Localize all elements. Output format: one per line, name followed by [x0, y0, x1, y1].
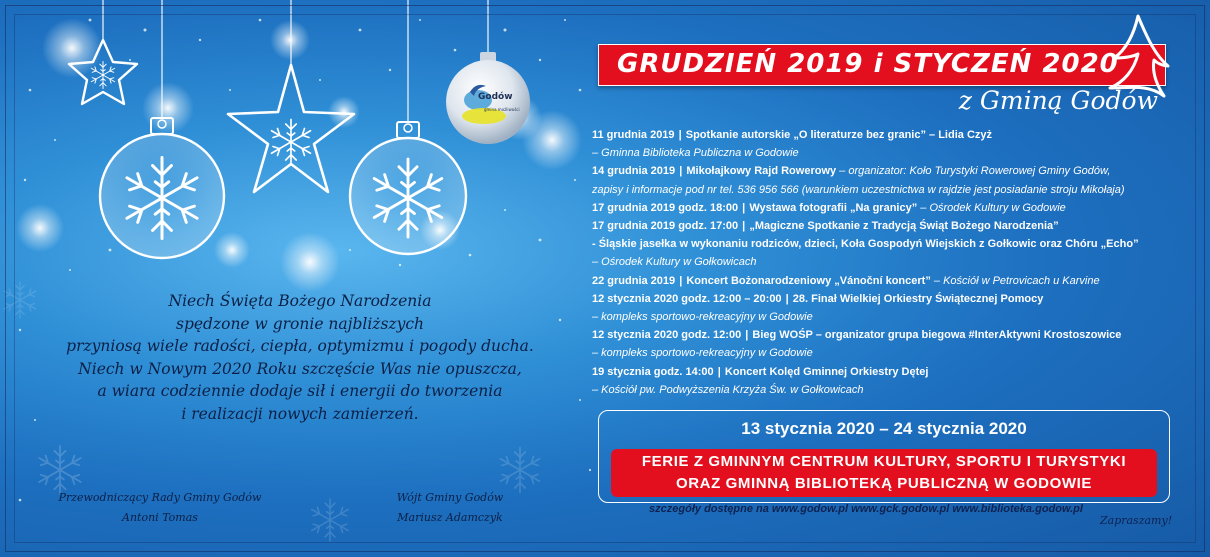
ferie-line-2: ORAZ GMINNĄ BIBLIOTEKĄ PUBLICZNĄ W GODOWIE: [675, 475, 1092, 492]
logo-name: Godów: [478, 92, 513, 102]
event-line: [592, 381, 1202, 399]
event-line: [592, 235, 1202, 253]
event-title: Spotkanie autorskie „O literaturze bez granic” – Lidia Czyż: [685, 129, 992, 141]
event-line: 17 grudnia 2019 godz. 17:00 | „Magiczne Spotkanie z Tradycją Świąt Bożego Narodzenia”: [592, 220, 1059, 233]
event-title: - Śląskie jasełka w wykonaniu rodziców, dzieci, Koła Gospodyń Wiejskich z Gołkowic oraz Chóru „Echo”: [592, 238, 1139, 251]
event-info: – Ośrodek Kultury w Gołkowicach: [592, 256, 757, 269]
ferie-banner: [611, 449, 1157, 497]
ferie-dates: 13 stycznia 2020 – 24 stycznia 2020: [741, 419, 1027, 438]
signature-right-role: Wójt Gminy Godów: [396, 491, 504, 504]
event-line: [592, 344, 1202, 362]
event-line: 14 grudnia 2019 | Mikołajkowy Rajd Rowerowy – organizator: Koło Turystyki Rowerowej Gminy Godów,: [592, 165, 1111, 178]
closing-text: Zapraszamy!: [1100, 514, 1173, 527]
signature-left-name: Antoni Tomas: [122, 511, 198, 524]
event-info: – Gminna Biblioteka Publiczna w Godowie: [592, 147, 799, 160]
greeting-line: a wiara codziennie dodaje sił i energii do tworzenia: [97, 382, 503, 400]
header-title: GRUDZIEŃ 2019 i STYCZEŃ 2020: [617, 49, 1119, 79]
event-date: 19 stycznia godz. 14:00: [592, 365, 714, 378]
event-title: Koncert Kolęd Gminnej Orkiestry Dętej: [724, 365, 929, 378]
event-title: Wystawa fotografii „Na granicy”: [749, 201, 918, 214]
event-info: – organizator: Koło Turystyki Rowerowej Gminy Godów,: [836, 165, 1111, 178]
event-info: – Ośrodek Kultury w Godowie: [917, 201, 1066, 214]
event-title: 28. Finał Wielkiej Orkiestry Świątecznej Pomocy: [792, 292, 1044, 305]
event-info: – Kościół w Petrovicach u Karvine: [930, 274, 1100, 287]
event-date: 12 stycznia 2020 godz. 12:00: [592, 329, 742, 342]
greeting-line: spędzone w gronie najbliższych: [175, 314, 425, 333]
greeting-line: Niech w Nowym 2020 Roku szczęście Was nie opuszcza,: [78, 359, 522, 378]
event-title: Koncert Bożonarodzeniowy „Vánoční koncert”: [686, 274, 931, 287]
header-banner: [598, 44, 1166, 86]
signature-left-role: Przewodniczący Rady Gminy Godów: [58, 491, 262, 504]
header-subtitle: z Gminą Godów: [958, 86, 1158, 115]
event-line: [592, 253, 1202, 271]
signature-right-name: Mariusz Adamczyk: [397, 511, 503, 524]
logo-tagline: gmina możliwości: [484, 107, 520, 112]
greeting-line: Niech Święta Bożego Narodzenia: [168, 292, 432, 310]
event-date: 11 grudnia 2019: [592, 129, 675, 141]
event-line: 19 stycznia godz. 14:00 | Koncert Kolęd Gminnej Orkiestry Dętej: [592, 365, 929, 378]
event-line: 22 grudnia 2019 | Koncert Bożonarodzeniowy „Vánoční koncert” – Kościół w Petrovicach u Karvine: [592, 274, 1100, 287]
event-title: Bieg WOŚP – organizator grupa biegowa #InterAktywni Krostoszowice: [752, 329, 1122, 342]
event-line: 12 stycznia 2020 godz. 12:00 | Bieg WOŚP – organizator grupa biegowa #InterAktywni Krostoszowice: [592, 329, 1122, 342]
event-line: 11 grudnia 2019 | Spotkanie autorskie „O literaturze bez granic” – Lidia Czyż: [592, 129, 992, 141]
event-date: 14 grudnia 2019: [592, 165, 676, 178]
details-links: szczegóły dostępne na www.godow.pl www.gck.godow.pl www.biblioteka.godow.pl: [649, 503, 1083, 515]
event-date: 12 stycznia 2020 godz. 12:00 – 20:00: [592, 292, 782, 305]
event-date: 17 grudnia 2019 godz. 17:00: [592, 220, 739, 233]
ferie-line-1: FERIE Z GMINNYM CENTRUM KULTURY, SPORTU I TURYSTYKI: [641, 453, 1127, 470]
signature-left: [40, 488, 280, 528]
greeting-line: i realizacji nowych zamierzeń.: [181, 404, 419, 423]
event-info: zapisy i informacje pod nr tel. 536 956 566 (warunkiem uczestnictwa w rajdzie jest posiadanie stroju Mikołaja): [592, 183, 1125, 196]
event-line: 12 stycznia 2020 godz. 12:00 – 20:00 | 28. Finał Wielkiej Orkiestry Świątecznej Pomocy: [592, 292, 1044, 305]
event-date: 22 grudnia 2019: [592, 274, 676, 287]
event-info: – Kościół pw. Podwyższenia Krzyża Św. w Gołkowicach: [592, 383, 864, 396]
event-title: „Magiczne Spotkanie z Tradycją Świąt Bożego Narodzenia”: [749, 220, 1059, 233]
event-line: 17 grudnia 2019 godz. 18:00 | Wystawa fotografii „Na granicy” – Ośrodek Kultury w Godowie: [592, 201, 1066, 214]
event-line: [592, 144, 1202, 162]
events-list: [592, 126, 1202, 399]
event-line: [592, 308, 1202, 326]
event-date: 17 grudnia 2019 godz. 18:00: [592, 201, 739, 214]
ferie-box: [598, 410, 1170, 503]
event-title: Mikołajkowy Rajd Rowerowy: [686, 165, 837, 178]
greeting-text: [40, 290, 560, 425]
event-line: [592, 181, 1202, 199]
greeting-line: przyniosą wiele radości, ciepła, optymizmu i pogody ducha.: [66, 337, 534, 355]
event-info: – kompleks sportowo-rekreacyjny w Godowie: [592, 347, 813, 360]
signature-right: [370, 488, 530, 528]
event-info: – kompleks sportowo-rekreacyjny w Godowie: [592, 311, 813, 324]
